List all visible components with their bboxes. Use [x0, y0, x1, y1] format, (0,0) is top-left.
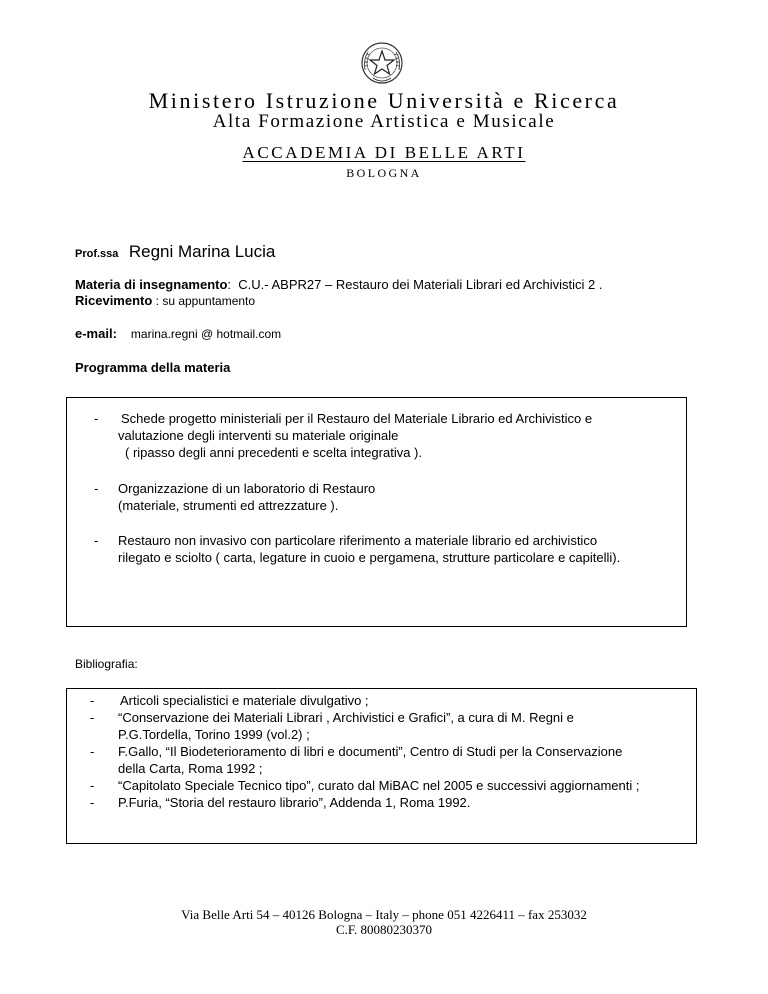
subject-label: Materia di insegnamento: [75, 277, 228, 292]
ministry-title: Ministero Istruzione Università e Ricerca: [148, 88, 620, 113]
program-item-dash: -: [94, 481, 99, 496]
institution-subtitle: Alta Formazione Artistica e Musicale: [212, 111, 556, 132]
footer-address: Via Belle Arti 54 – 40126 Bologna – Italy – phone 051 4226411 – fax 253032: [181, 907, 587, 922]
reception-line: [75, 293, 255, 308]
bibliography-item-line: P.Furia, “Storia del restauro librario”, Addenda 1, Roma 1992.: [118, 795, 471, 810]
email-line: [75, 326, 281, 341]
program-item-line: Restauro non invasivo con particolare riferimento a materiale librario ed archivistico: [118, 533, 598, 548]
bibliography-item-line: della Carta, Roma 1992 ;: [118, 761, 263, 776]
teacher-line: [75, 242, 275, 262]
subject-colon: :: [227, 277, 232, 292]
bibliography-item-line: “Conservazione dei Materiali Librari , Archivistici e Grafici”, a cura di M. Regni e: [118, 710, 574, 725]
bibliography-item-line: P.G.Tordella, Torino 1999 (vol.2) ;: [118, 727, 310, 742]
bibliography-item-dash: -: [90, 693, 95, 708]
bibliography-item-line: F.Gallo, “Il Biodeterioramento di libri e documenti”, Centro di Studi per la Conservazione: [118, 744, 623, 759]
bibliography-item-dash: -: [90, 710, 95, 725]
email-value: marina.regni @ hotmail.com: [130, 327, 282, 341]
academy-title: [0, 143, 768, 163]
email-label: e-mail: [75, 326, 113, 341]
program-item-line: (materiale, strumenti ed attrezzature ).: [118, 498, 339, 513]
reception-value: : su appuntamento: [152, 294, 256, 308]
teacher-name: Regni Marina Lucia: [128, 242, 276, 261]
bibliography-item-dash: -: [90, 778, 95, 793]
subject-line: [75, 277, 602, 292]
bibliography-item-line: “Capitolato Speciale Tecnico tipo”, curato dal MiBAC nel 2005 e successivi aggiornamenti ;: [118, 778, 640, 793]
bibliography-heading: Bibliografia:: [75, 657, 138, 671]
program-item-dash: -: [94, 411, 99, 426]
program-heading: Programma della materia: [75, 360, 231, 375]
bibliography-item-line: Articoli specialistici e materiale divulgativo ;: [120, 693, 369, 708]
program-heading-line: [75, 360, 230, 375]
italian-republic-emblem-icon: [359, 40, 405, 86]
program-item-line: Schede progetto ministeriali per il Restauro del Materiale Librario ed Archivistico e: [121, 411, 593, 426]
footer-tax-code: C.F. 80080230370: [335, 922, 433, 937]
program-item-line: Organizzazione di un laboratorio di Restauro: [118, 481, 376, 496]
program-item-line: ( ripasso degli anni precedenti e scelta integrativa ).: [125, 445, 422, 460]
program-item-dash: -: [94, 533, 99, 548]
city-label: BOLOGNA: [346, 166, 422, 180]
program-item-line: rilegato e sciolto ( carta, legature in cuoio e pergamena, strutture particolare e capitelli).: [118, 550, 621, 565]
academy-title-text: ACCADEMIA DI BELLE ARTI: [242, 143, 526, 162]
reception-label: Ricevimento: [75, 293, 153, 308]
bibliography-item-dash: -: [90, 744, 95, 759]
email-colon: :: [112, 326, 117, 341]
program-item-line: valutazione degli interventi su materiale originale: [118, 428, 399, 443]
subject-value: C.U.- ABPR27 – Restauro dei Materiali Librari ed Archivistici 2 .: [238, 277, 603, 292]
bibliography-item-dash: -: [90, 795, 95, 810]
teacher-title: Prof.ssa: [75, 248, 119, 260]
